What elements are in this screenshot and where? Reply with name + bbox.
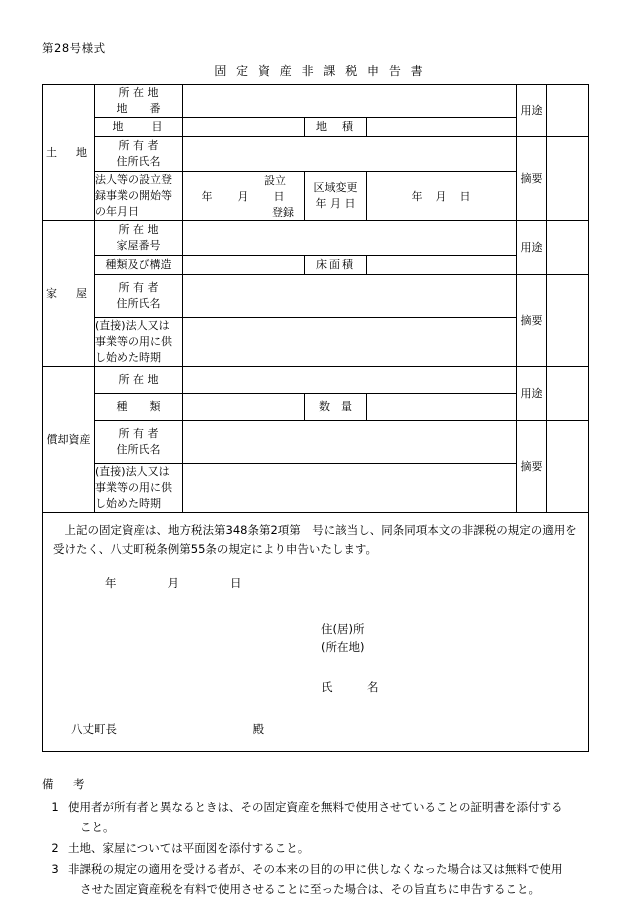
land-area-change-label <box>305 171 367 220</box>
depreciable-owner-label <box>95 420 183 463</box>
land-area-change-input[interactable]: 年 月 日 <box>367 171 517 220</box>
list-item <box>42 859 588 879</box>
land-establish-setsuritsu-label: 設立 <box>264 173 286 187</box>
land-location-label-line1: 所 在 地 <box>118 86 159 99</box>
building-start-input[interactable] <box>183 317 517 366</box>
table-row <box>43 420 589 463</box>
note-text: 非課税の規定の適用を受ける者が、その本来の目的の甲に供しなくなった場合は又は無料で使用 <box>68 861 563 876</box>
land-use-input[interactable] <box>547 85 589 137</box>
note-continuation: こと。 <box>80 819 115 834</box>
statement-date[interactable]: 年 月 日 <box>105 575 243 590</box>
depreciable-remarks-input[interactable] <box>547 420 589 512</box>
land-area-change-label-line1: 区域変更 <box>313 180 358 194</box>
land-establish-label <box>95 171 183 220</box>
depreciable-quantity-label: 数 量 <box>305 393 367 420</box>
land-establish-date-cell[interactable] <box>183 171 305 220</box>
address-label-line2: (所在地) <box>321 639 365 654</box>
land-establish-label-line2: 録事業の開始等 <box>95 188 172 202</box>
building-location-input[interactable] <box>183 220 517 255</box>
table-row <box>43 136 589 171</box>
depreciable-location-label: 所 在 地 <box>95 366 183 393</box>
land-area-change-label-line2: 年 月 日 <box>315 196 356 210</box>
building-use-label <box>517 220 547 274</box>
building-owner-input[interactable] <box>183 274 517 317</box>
section-category-building: 家 屋 <box>43 220 95 366</box>
note-text: 使用者が所有者と異なるときは、その固定資産を無料で使用させていることの証明書を添付する <box>68 799 563 814</box>
building-remarks-label <box>517 274 547 366</box>
depreciable-type-label: 種 類 <box>95 393 183 420</box>
statement-line-1: 上記の固定資産は、地方税法第348条第2項第 号に該当し、同条同項本文の非課税の規定の適用を <box>64 522 577 537</box>
list-item <box>42 797 588 817</box>
depreciable-use-label <box>517 366 547 420</box>
land-establish-label-line1: 法人等の設立登 <box>95 172 172 186</box>
building-use-input[interactable] <box>547 220 589 274</box>
land-remarks-label <box>517 136 547 220</box>
list-item <box>42 838 588 858</box>
land-owner-label <box>95 136 183 171</box>
form-number: 第28号様式 <box>42 41 106 55</box>
table-row <box>43 512 589 752</box>
note-number: 1 <box>51 799 59 814</box>
land-category-input[interactable] <box>183 117 305 136</box>
land-remarks-label-char1: 摘要 <box>520 171 543 185</box>
table-row <box>43 463 589 512</box>
depreciable-remarks-label <box>517 420 547 512</box>
depreciable-start-label-line2: 事業等の用に供 <box>95 480 172 494</box>
building-use-label-char1: 用途 <box>520 240 543 254</box>
address-label-block <box>53 620 578 657</box>
depreciable-start-label-line1: (直接)法人又は <box>95 464 170 478</box>
section-category-depreciable: 償却資産 <box>43 366 95 512</box>
land-use-label <box>517 85 547 137</box>
land-owner-label-line1: 所 有 者 <box>118 138 159 152</box>
building-start-label <box>95 317 183 366</box>
depreciable-owner-label-line2: 住所氏名 <box>116 442 161 456</box>
land-establish-label-line3: の年月日 <box>95 204 139 218</box>
land-location-label-line2: 地 番 <box>116 101 161 115</box>
building-type-label: 種類及び構造 <box>95 255 183 274</box>
table-row <box>43 393 589 420</box>
note-text: 土地、家屋については平面図を添付すること。 <box>68 840 310 855</box>
building-start-label-line2: 事業等の用に供 <box>95 334 172 348</box>
depreciable-owner-input[interactable] <box>183 420 517 463</box>
building-owner-label-line2: 住所氏名 <box>116 296 161 310</box>
mayor-label: 八丈町長 <box>71 721 117 736</box>
depreciable-type-input[interactable] <box>183 393 305 420</box>
land-location-input[interactable] <box>183 85 517 118</box>
note-continuation: させた固定資産税を有料で使用させることに至った場合は、その旨直ちに申告すること。 <box>80 882 540 897</box>
notes-heading: 備 考 <box>42 777 89 792</box>
table-row <box>43 317 589 366</box>
table-row <box>43 274 589 317</box>
mayor-row <box>53 720 578 740</box>
depreciable-owner-label-line1: 所 有 者 <box>118 426 159 440</box>
land-remarks-input[interactable] <box>547 136 589 220</box>
land-establish-date-input[interactable]: 年 月 日 <box>201 189 286 203</box>
notes-section <box>42 774 588 899</box>
building-start-label-line1: (直接)法人又は <box>95 318 170 332</box>
land-owner-input[interactable] <box>183 136 517 171</box>
building-location-label-line1: 所 在 地 <box>118 222 159 236</box>
statement-line-2: 受けたく、八丈町税条例第55条の規定により申告いたします。 <box>53 542 377 557</box>
note-number: 2 <box>51 840 59 855</box>
dono-label: 殿 <box>252 721 265 736</box>
table-row <box>43 366 589 393</box>
page-title: 固 定 資 産 非 課 税 申 告 書 <box>214 64 426 78</box>
table-row <box>43 255 589 274</box>
building-remarks-input[interactable] <box>547 274 589 366</box>
depreciable-quantity-input[interactable] <box>367 393 517 420</box>
land-establish-touroku-label: 登録 <box>272 205 294 219</box>
land-location-label <box>95 85 183 118</box>
depreciable-use-input[interactable] <box>547 366 589 420</box>
table-row <box>43 117 589 136</box>
depreciable-start-label-line3: し始めた時期 <box>95 496 161 510</box>
building-owner-label-line1: 所 有 者 <box>118 280 159 294</box>
depreciable-location-input[interactable] <box>183 366 517 393</box>
building-floor-area-input[interactable] <box>367 255 517 274</box>
land-area-input[interactable] <box>367 117 517 136</box>
building-start-label-line3: し始めた時期 <box>95 350 161 364</box>
land-owner-label-line2: 住所氏名 <box>116 154 161 168</box>
address-label-line1: 住(居)所 <box>321 621 365 636</box>
table-row <box>43 220 589 255</box>
depreciable-start-input[interactable] <box>183 463 517 512</box>
land-area-label: 地 積 <box>305 117 367 136</box>
building-remarks-label-char1: 摘要 <box>520 313 543 327</box>
building-type-input[interactable] <box>183 255 305 274</box>
statement-block <box>43 513 588 752</box>
statement-cell <box>43 512 589 752</box>
section-category-land: 土 地 <box>43 85 95 221</box>
declaration-table <box>42 84 589 752</box>
building-location-label <box>95 220 183 255</box>
land-category-label: 地 目 <box>95 117 183 136</box>
building-owner-label <box>95 274 183 317</box>
table-row <box>43 171 589 220</box>
building-location-label-line2: 家屋番号 <box>116 238 161 252</box>
depreciable-start-label <box>95 463 183 512</box>
building-floor-area-label: 床面積 <box>305 255 367 274</box>
depreciable-use-label-char1: 用途 <box>520 386 543 400</box>
note-number: 3 <box>51 861 59 876</box>
name-label: 氏 名 <box>321 680 379 695</box>
land-use-label-char1: 用途 <box>520 103 543 117</box>
depreciable-remarks-label-char1: 摘要 <box>520 459 543 473</box>
